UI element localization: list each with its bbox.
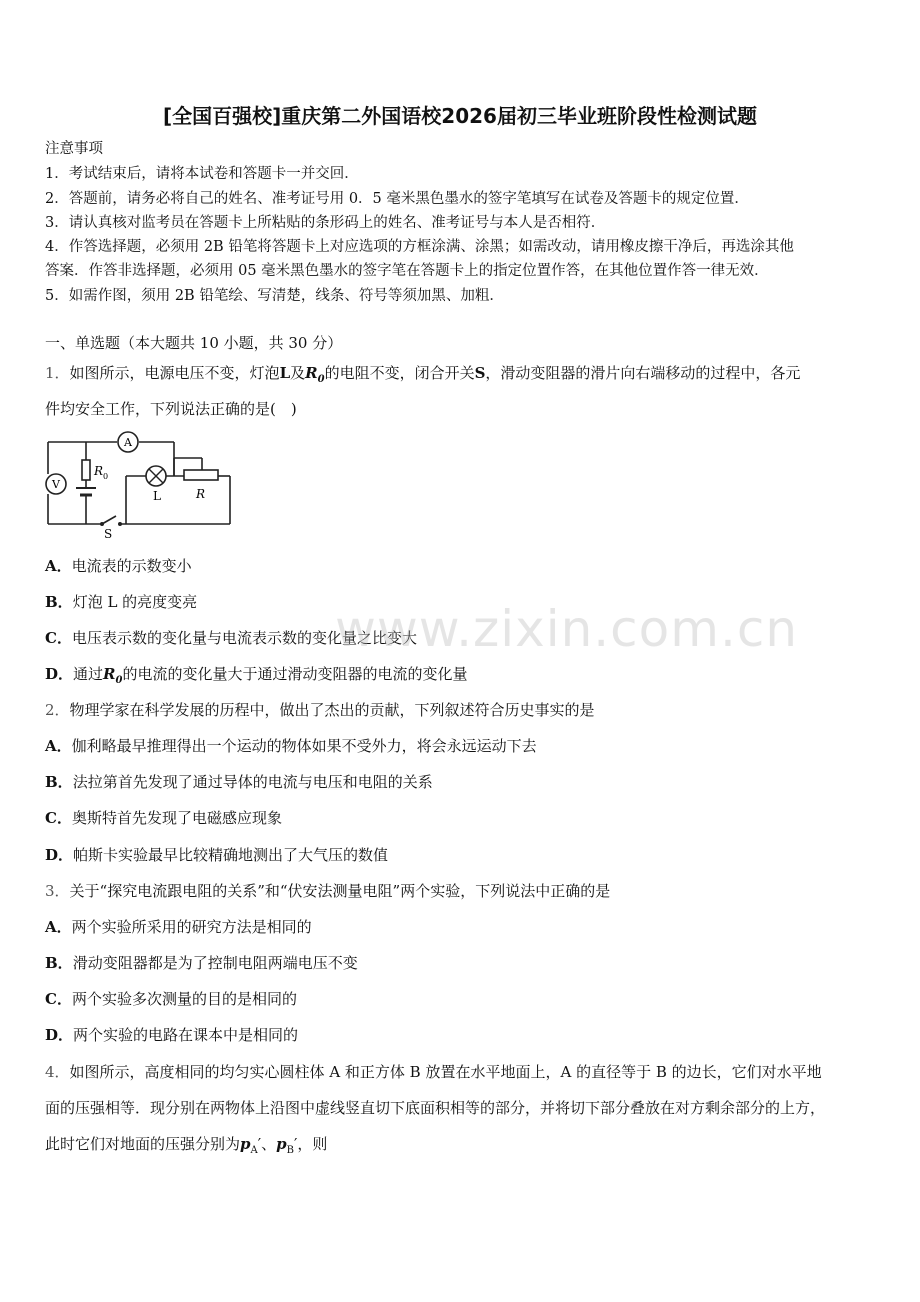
option-text: 法拉第首先发现了通过导体的电流与电压和电阻的关系 <box>72 773 433 791</box>
symbol-R0: R <box>103 665 116 683</box>
rheostat-label: R <box>196 487 206 501</box>
symbol-pA: p <box>240 1135 251 1153</box>
circuit-diagram <box>42 430 242 540</box>
notice-item: 3．请认真核对监考员在答题卡上所粘贴的条形码上的姓名、准考证号与本人是否相符． <box>45 215 606 231</box>
option-c[interactable] <box>45 807 282 828</box>
switch-label: S <box>104 527 113 540</box>
option-text: 灯泡 L 的亮度变亮 <box>72 593 198 611</box>
symbol-subscript: B <box>286 1145 295 1156</box>
option-label: D． <box>45 1026 74 1044</box>
option-text: 通过 <box>73 665 104 683</box>
symbol-subscript: 0 <box>115 675 123 686</box>
watermark: www.zixin.com.cn <box>335 600 799 658</box>
question-number: 4． <box>45 1063 70 1081</box>
notice-item: 2．答题前，请务必将自己的姓名、准考证号用 0．5 毫米黑色墨水的签字笔填写在试卷及答题卡的规定位置． <box>45 191 749 207</box>
symbol-R0: R <box>305 364 318 382</box>
option-a[interactable] <box>45 916 312 937</box>
page-title: [全国百强校]重庆第二外国语校2026届初三毕业班阶段性检测试题 <box>163 104 757 128</box>
symbol-subscript: A <box>250 1145 258 1156</box>
symbol-pB: p <box>276 1135 287 1153</box>
option-text: 滑动变阻器都是为了控制电阻两端电压不变 <box>72 954 358 972</box>
option-text: 帕斯卡实验最早比较精确地测出了大气压的数值 <box>73 846 389 864</box>
ammeter-label: A <box>124 436 132 449</box>
symbol-subscript: 0 <box>317 374 325 385</box>
option-b[interactable] <box>45 771 433 792</box>
option-text: 的电流的变化量大于通过滑动变阻器的电流的变化量 <box>122 665 468 683</box>
question-number: 2． <box>45 701 70 719</box>
question-4-stem <box>45 1061 822 1082</box>
option-text: 两个实验的电路在课本中是相同的 <box>73 1026 299 1044</box>
question-1-stem <box>45 362 800 385</box>
notice-item: 答案．作答非选择题，必须用 05 毫米黑色墨水的签字笔在答题卡上的指定位置作答，在其他位置作答一律无效． <box>45 263 769 279</box>
stem-text: 如图所示，电源电压不变，灯泡 <box>69 364 280 382</box>
option-label: C． <box>45 990 72 1008</box>
resistor-sub-label: 0 <box>103 472 109 481</box>
stem-text: ′，则 <box>294 1135 328 1153</box>
option-label: C． <box>45 809 72 827</box>
option-label: B． <box>45 593 73 611</box>
question-4-stem-cont: 面的压强相等．现分别在两物体上沿图中虚线竖直切下底面积相等的部分，并将切下部分叠放在对方剩余部分的上方， <box>45 1099 826 1117</box>
option-text: 奥斯特首先发现了电磁感应现象 <box>71 809 282 827</box>
stem-text: 物理学家在科学发展的历程中，做出了杰出的贡献，下列叙述符合历史事实的是 <box>69 701 595 719</box>
option-label: D． <box>45 846 74 864</box>
resistor-label: R <box>94 464 104 478</box>
notice-heading: 注意事项 <box>45 141 103 157</box>
stem-text: 如图所示，高度相同的均匀实心圆柱体 A 和正方体 B 放置在水平地面上，A 的直径等于 B 的边长，它们对水平地 <box>69 1063 822 1081</box>
question-4-stem-cont <box>45 1133 327 1156</box>
option-text: 电压表示数的变化量与电流表示数的变化量之比变大 <box>71 629 417 647</box>
option-label: B． <box>45 954 73 972</box>
option-b[interactable] <box>45 952 358 973</box>
option-label: D． <box>45 665 74 683</box>
option-d[interactable] <box>45 663 467 686</box>
voltmeter-label: V <box>52 478 60 491</box>
question-1-stem-cont: 件均安全工作，下列说法正确的是( ) <box>45 400 297 418</box>
option-c[interactable] <box>45 988 297 1009</box>
option-label: A． <box>45 918 72 936</box>
question-3-stem <box>45 880 610 901</box>
prime-mark: ′ <box>257 1135 262 1153</box>
stem-text: 、 <box>261 1135 277 1153</box>
option-a[interactable] <box>45 735 537 756</box>
option-text: 两个实验多次测量的目的是相同的 <box>71 990 297 1008</box>
stem-text: 及 <box>290 364 306 382</box>
symbol-S: S <box>474 364 486 382</box>
section-heading: 一、单选题（本大题共 10 小题，共 30 分） <box>45 334 343 352</box>
option-label: A． <box>45 557 72 575</box>
stem-text: ，滑动变阻器的滑片向右端移动的过程中，各元 <box>485 364 801 382</box>
option-label: C． <box>45 629 72 647</box>
lamp-label: L <box>153 489 161 503</box>
stem-text: 此时它们对地面的压强分别为 <box>45 1135 241 1153</box>
question-number: 1． <box>45 364 70 382</box>
notice-item: 5．如需作图，须用 2B 铅笔绘、写清楚，线条、符号等须加黑、加粗． <box>45 288 504 304</box>
option-label: A． <box>45 737 72 755</box>
option-d[interactable] <box>45 1024 298 1045</box>
question-2-stem <box>45 699 595 720</box>
question-number: 3． <box>45 882 70 900</box>
notice-item: 4．作答选择题，必须用 2B 铅笔将答题卡上对应选项的方框涂满、涂黑；如需改动，请用橡皮擦干净后，再选涂其他 <box>45 239 794 255</box>
option-text: 伽利略最早推理得出一个运动的物体如果不受外力，将会永远运动下去 <box>71 737 537 755</box>
symbol-L: L <box>279 364 291 382</box>
option-label: B． <box>45 773 73 791</box>
option-b[interactable] <box>45 591 197 612</box>
option-d[interactable] <box>45 844 388 865</box>
notice-item: 1．考试结束后，请将本试卷和答题卡一并交回． <box>45 166 359 182</box>
option-text: 电流表的示数变小 <box>71 557 192 575</box>
option-a[interactable] <box>45 555 192 576</box>
stem-text: 关于“探究电流跟电阻的关系”和“伏安法测量电阻”两个实验，下列说法中正确的是 <box>69 882 611 900</box>
option-text: 两个实验所采用的研究方法是相同的 <box>71 918 312 936</box>
stem-text: 的电阻不变，闭合开关 <box>324 364 475 382</box>
